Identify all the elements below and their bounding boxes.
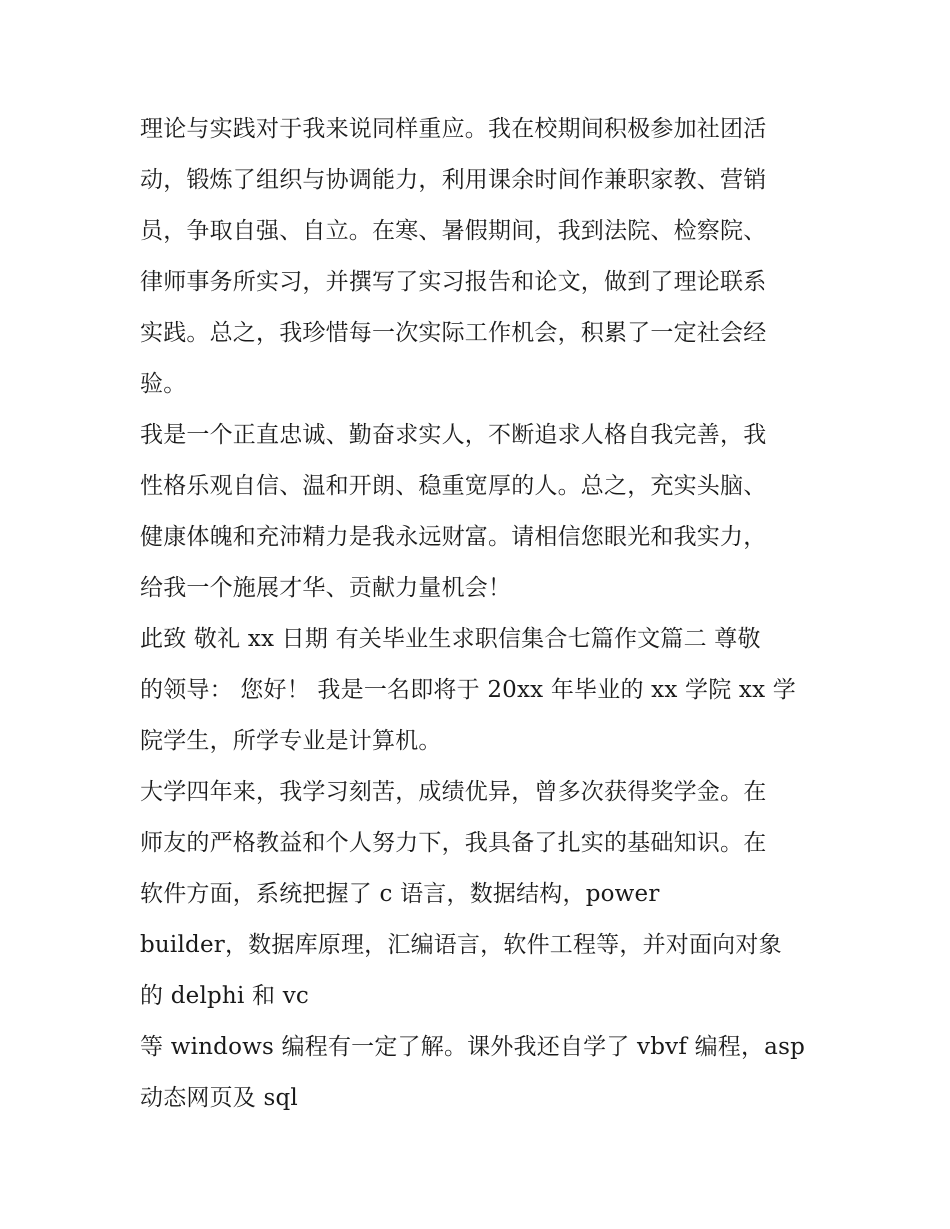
text-line: 实践。总之，我珍惜每一次实际工作机会，积累了一定社会经 xyxy=(140,320,767,346)
text-line: 我是一个正直忠诚、勤奋求实人，不断追求人格自我完善，我 xyxy=(140,422,767,448)
text-line: 律师事务所实习，并撰写了实习报告和论文，做到了理论联系 xyxy=(140,269,767,295)
text-line: 院学生，所学专业是计算机。 xyxy=(140,728,442,754)
text-line: 理论与实践对于我来说同样重应。我在校期间积极参加社团活 xyxy=(140,116,767,142)
text-line: 验。 xyxy=(140,371,187,397)
text-line: 此致 敬礼 xx 日期 有关毕业生求职信集合七篇作文篇二 尊敬 xyxy=(140,626,761,652)
text-line: 等 windows 编程有一定了解。课外我还自学了 vbvf 编程，asp xyxy=(140,1034,806,1060)
text-line: 员，争取自强、自立。在寒、暑假期间，我到法院、检察院、 xyxy=(140,218,767,244)
text-line: builder，数据库原理，汇编语言，软件工程等，并对面向对象 xyxy=(140,932,782,958)
text-line: 师友的严格教益和个人努力下，我具备了扎实的基础知识。在 xyxy=(140,830,767,856)
text-line: 大学四年来，我学习刻苦，成绩优异，曾多次获得奖学金。在 xyxy=(140,779,767,805)
text-line: 的领导： 您好！ 我是一名即将于 20xx 年毕业的 xx 学院 xx 学 xyxy=(140,677,796,703)
text-line: 给我一个施展才华、贡献力量机会！ xyxy=(140,575,512,601)
text-line: 动，锻炼了组织与协调能力，利用课余时间作兼职家教、营销 xyxy=(140,167,767,193)
text-line: 健康体魄和充沛精力是我永远财富。请相信您眼光和我实力， xyxy=(140,524,767,550)
text-line: 的 delphi 和 vc xyxy=(140,983,309,1009)
text-line: 性格乐观自信、温和开朗、稳重宽厚的人。总之，充实头脑、 xyxy=(140,473,767,499)
text-line: 动态网页及 sql xyxy=(140,1085,298,1111)
document-body xyxy=(140,104,820,1124)
text-line: 软件方面，系统把握了 c 语言，数据结构，power xyxy=(140,881,660,907)
